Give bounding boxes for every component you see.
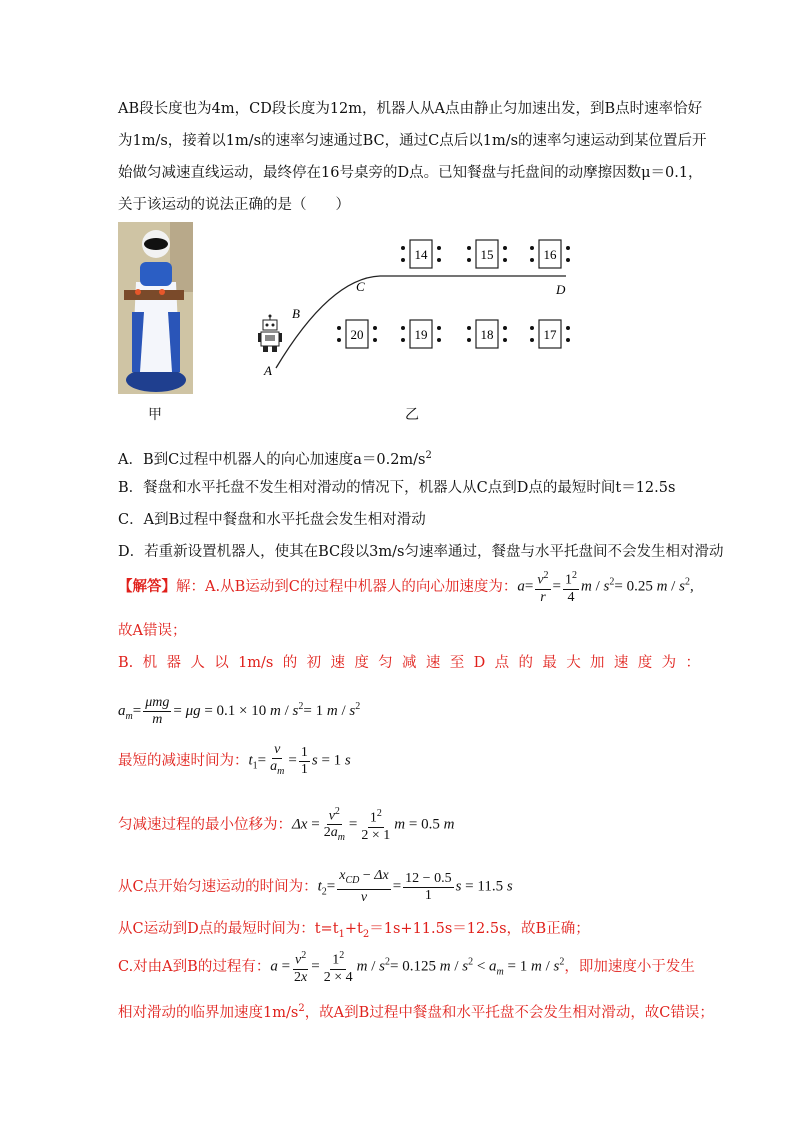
answer-b-word: 机 [142,655,158,671]
answer-b-word: 器 [166,655,181,671]
answer-c-formula: a = $\frac{v^2}{2x}$ = $\frac{1^2}{2 \times 4}$ $m / s^2= 0.125$ $m / s^2 < a_m = 1$ m / $s^2$ [270,950,565,985]
answer-t1-label: 最短的减速时间为： [118,753,249,769]
answer-b-word: 以 [214,655,229,671]
point-d-label: D [556,282,566,297]
table-14-label: 14 [414,247,428,262]
robot-icon [258,315,282,353]
answer-c-line2a: 相对滑动的临界加速度1m/s [118,1004,299,1021]
answer-b-word: 加 [590,655,605,671]
answer-b-word: 的 [518,655,533,671]
answer-a-line [118,570,718,605]
answer-t2-formula: $t_2=$ $\frac{x_{CD} - \Delta x}{v}$ = $\frac{12 - 0.5}{1}$ s = 11.5 s [317,868,513,905]
answer-c-line2b: ，故A到B过程中餐盘和水平托盘不会发生相对滑动，故C错误； [304,1004,714,1021]
path-diagram [250,228,580,388]
answer-b-word: 最 [542,655,557,671]
table-19 [401,320,441,348]
table-20 [337,320,377,348]
answer-b-word: 为 [661,655,677,671]
answer-dx-label: 匀减速过程的最小位移为： [118,817,292,833]
point-a-label: A [264,363,272,378]
table-18 [467,320,507,348]
option-a-text: A．B到C过程中机器人的向心加速度a＝0.2m/s [118,451,426,468]
answer-a-text: 解：A.从B运动到C的过程中机器人的向心加速度为： [176,579,518,595]
table-19-label: 19 [414,327,428,342]
table-17-label: 17 [543,327,557,342]
answer-b-word: 初 [306,655,322,671]
option-a-sup: 2 [425,450,432,461]
question-line-3: 始做匀减速直线运动，最终停在16号桌旁的D点。已知餐盘与托盘间的动摩擦因数μ＝0.1， [118,165,703,181]
answer-t1-line [118,744,718,778]
answer-a-formula: a= $\frac{v^2}{r}$ = $\frac{1^2}{4}$ $m / s^2= 0.25$ m / $s^2$, [517,570,694,605]
answer-a-conclusion: 故A错误； [118,623,187,639]
answer-c-line [118,950,718,984]
total-time-a: 从C运动到D点的最短时间为：t=t [118,921,339,937]
answer-c-text: C.对由A到B的过程有： [118,959,271,975]
answer-b-word: 减 [402,655,417,671]
answer-b-word: 点 [494,655,510,671]
answer-b-word: 1m/s [238,655,274,671]
robot-photo [118,222,193,394]
answer-b-word: D [473,655,486,671]
table-16 [530,240,570,268]
answer-t2-label: 从C点开始匀速运动的时间为： [118,879,318,895]
option-c: C．A到B过程中餐盘和水平托盘会发生相对滑动 [118,512,426,528]
option-d: D．若重新设置机器人，使其在BC段以3m/s匀速率通过，餐盘与水平托盘间不会发生相对滑动 [118,544,724,560]
answer-b-word: 大 [566,655,581,671]
answer-t1-formula: $t_1=$ $\frac{v}{a_m}$ = $\frac{1}{1}$ s = 1 s [248,742,351,777]
table-14 [401,240,441,268]
answer-b-word: 至 [449,655,465,671]
caption-right: 乙 [405,407,419,423]
table-20-label: 20 [350,327,364,342]
answer-b-word: ： [685,655,700,671]
table-17 [530,320,570,348]
point-b-label: B [292,306,300,321]
answer-am-line [118,694,718,728]
question-line-1: AB段长度也为4m，CD段长度为12m，机器人从A点由静止匀加速出发，到B点时速率恰好 [118,101,703,117]
answer-c-tail: ，即加速度小于发生 [564,959,695,975]
answer-b-word: 度 [637,655,653,671]
answer-c-line-2: 相对滑动的临界加速度$1m/s^2$，故A到B过程中餐盘和水平托盘不会发生相对滑动，故C错误； [118,1003,714,1021]
answer-b-word: 度 [354,655,369,671]
question-line-4: 关于该运动的说法正确的是（ ） [118,197,350,213]
table-15 [467,240,507,268]
answer-total-time: 从C运动到D点的最短时间为：$t=t_1+t_2=1s+11.5s=12.5s$，故B正确； [118,921,590,940]
answer-t2-line [118,870,718,904]
answer-b-words [118,652,700,674]
question-line-2: 为1m/s，接着以1m/s的速率匀速通过BC，通过C点后以1m/s的速率匀速运动到某位置后开 [118,133,707,149]
option-b: B．餐盘和水平托盘不发生相对滑动的情况下，机器人从C点到D点的最短时间t＝12.5s [118,480,676,496]
answer-b-word: 匀 [378,655,393,671]
answer-b-word: 速 [330,655,345,671]
answer-b-word: 速 [425,655,441,671]
point-c-label: C [356,279,365,294]
total-time-b: +t [344,921,363,937]
answer-dx-line [118,805,718,844]
answer-b-word: 人 [190,655,205,671]
answer-b-word: 速 [613,655,629,671]
answer-b-line [118,652,718,674]
table-15-label: 15 [480,247,494,262]
caption-left: 甲 [148,407,162,423]
answer-dx-formula: Δx = $\frac{v^2}{2a_m}$ = $\frac{1^2}{2 \times 1}$ m = 0.5 m [292,805,455,844]
option-a [118,445,718,471]
table-16-label: 16 [543,247,557,262]
answer-b-word: 的 [282,655,298,671]
table-18-label: 18 [480,327,494,342]
answer-b-word: B. [118,655,134,671]
total-time-c: ＝1s+11.5s＝12.5s，故B正确； [369,921,590,937]
answer-tag: 【解答】 [118,578,176,595]
answer-am-formula: $a_m=$ $\frac{\text{μmg}}{m}$ = μg = 0.1 × 10 $m / s^2= 1$ m / $s^2$ [118,694,361,727]
